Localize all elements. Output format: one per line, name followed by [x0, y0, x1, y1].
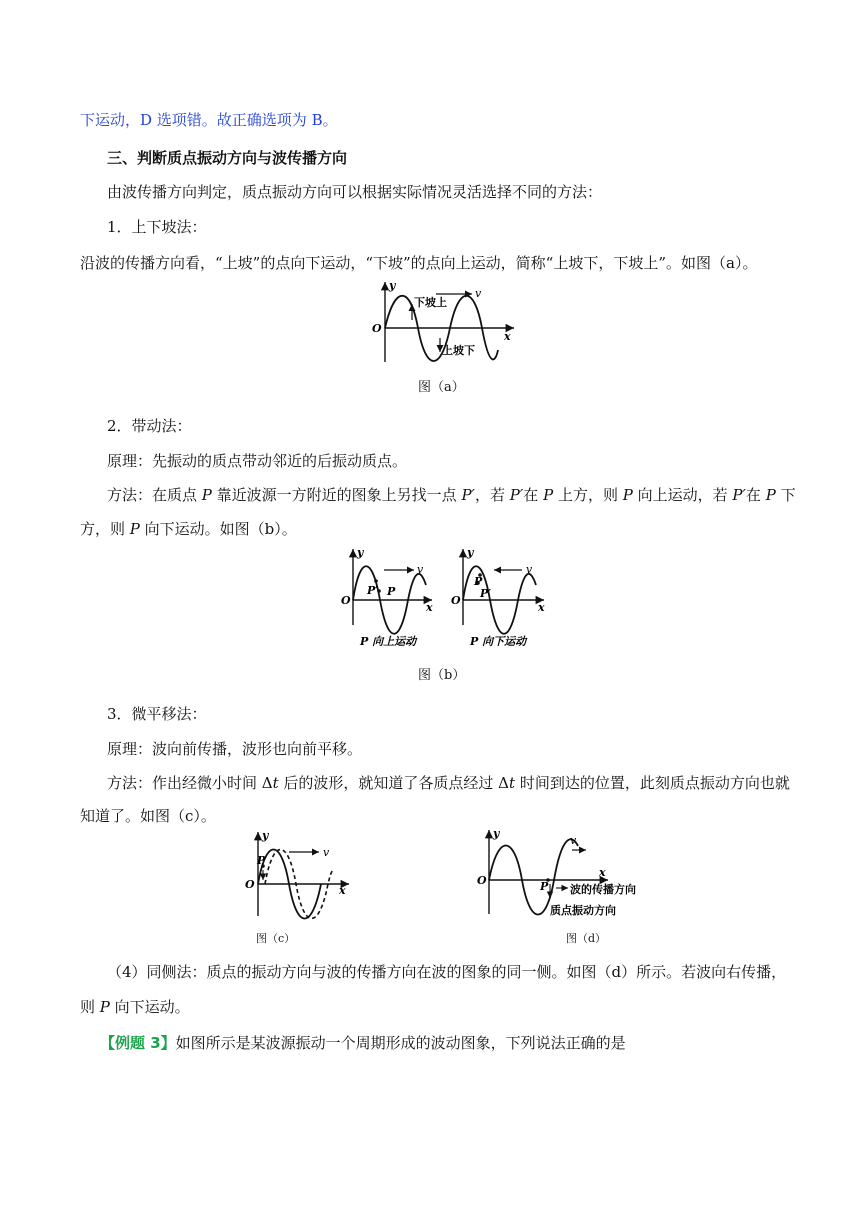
down-slope-up-label: 下坡上	[414, 296, 447, 309]
intro-text: 由波传播方向判定，质点振动方向可以根据实际情况灵活选择不同的方法：	[107, 183, 603, 201]
svg-text:v: v	[323, 846, 330, 859]
example-line	[100, 1033, 626, 1053]
svg-text:P: P	[257, 854, 266, 867]
svg-text:P: P	[474, 575, 483, 588]
figure-b-right	[450, 545, 550, 650]
method2-principle: 原理：先振动的质点带动邻近的后振动质点。	[107, 452, 408, 470]
svg-text:x: x	[538, 601, 545, 614]
example-text: 如图所示是某波源振动一个周期形成的波动图象，下列说法正确的是	[175, 1034, 626, 1052]
svg-text:O: O	[451, 594, 461, 607]
svg-text:v: v	[570, 834, 577, 847]
figure-a	[368, 280, 518, 370]
svg-text:y: y	[493, 827, 500, 840]
svg-text:P′: P′	[480, 587, 492, 600]
method3-text-line2: 知道了。如图（c）。	[80, 807, 216, 825]
svg-text:x: x	[599, 866, 606, 879]
caption-a: 图（a）	[418, 380, 465, 395]
method2-text-line1: 方法：在质点 P 靠近波源一方附近的图象上另找一点 P′，若 P′在 P 上方，则 P 向上运动，若 P′在 P 下	[107, 486, 796, 504]
figure-c	[243, 828, 358, 923]
svg-text:x: x	[339, 884, 346, 897]
method4-line1: （4）同侧法：质点的振动方向与波的传播方向在波的图象的同一侧。如图（d）所示。若波向右传播，	[107, 963, 787, 981]
method1-title: 1．上下坡法：	[107, 218, 207, 236]
svg-text:O: O	[477, 874, 487, 887]
example-tag: 【例题 3】	[100, 1034, 176, 1052]
svg-text:x: x	[426, 601, 433, 614]
svg-text:O: O	[341, 594, 351, 607]
y-label: y	[389, 279, 396, 292]
p-label: P	[387, 585, 396, 598]
method2-title: 2．带动法：	[107, 417, 192, 435]
method1-text: 沿波的传播方向看，“上坡”的点向下运动，“下坡”的点向上运动，简称“上坡下，下坡上”。如图（a）。	[80, 254, 758, 272]
figure-b-left	[340, 545, 440, 650]
up-slope-down-label: 上坡下	[442, 344, 475, 357]
svg-text:y: y	[262, 829, 269, 842]
method3-title: 3．微平移法：	[107, 705, 207, 723]
wave-direction-label: 波的传播方向	[570, 883, 636, 896]
svg-text:P: P	[540, 880, 549, 893]
svg-text:P 向上运动: P 向上运动	[360, 635, 417, 648]
svg-text:y: y	[357, 546, 364, 559]
svg-text:v: v	[417, 563, 424, 576]
origin-label: O	[372, 322, 382, 335]
method4-line2: 则 P 向下运动。	[80, 998, 190, 1016]
figure-d	[476, 826, 651, 921]
method3-text-line1: 方法：作出经微小时间 Δt 后的波形，就知道了各质点经过 Δt 时间到达的位置，此刻质点振动方向也就	[107, 774, 790, 792]
svg-text:y: y	[467, 546, 474, 559]
v-label: v	[475, 287, 482, 300]
caption-b: 图（b）	[418, 668, 466, 683]
svg-text:P 向下运动: P 向下运动	[470, 635, 527, 648]
method3-principle: 原理：波向前传播，波形也向前平移。	[107, 740, 363, 758]
caption-d: 图（d）	[566, 932, 607, 945]
x-label: x	[504, 330, 511, 343]
svg-text:v: v	[526, 563, 533, 576]
svg-text:O: O	[245, 878, 255, 891]
top-line: 下运动，D 选项错。故正确选项为 B。	[80, 111, 338, 129]
section-title: 三、判断质点振动方向与波传播方向	[107, 149, 348, 167]
p-prime-label: P′	[367, 584, 379, 597]
method2-text-line2: 方，则 P 向下运动。如图（b）。	[80, 520, 297, 538]
vibration-direction-label: 质点振动方向	[550, 904, 616, 917]
caption-c: 图（c）	[256, 932, 296, 945]
